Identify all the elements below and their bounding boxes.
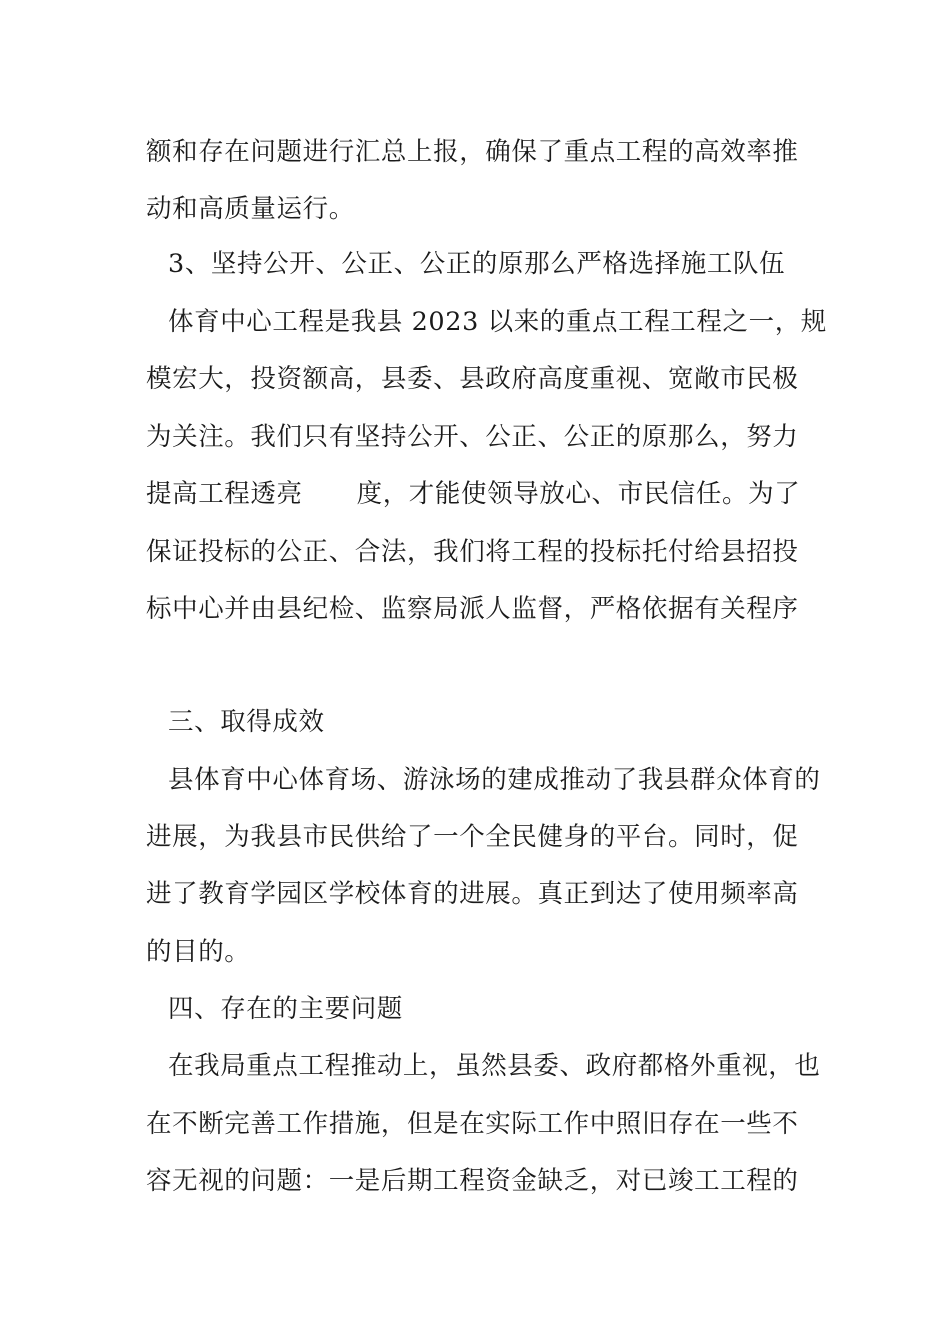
text-line-14: 的目的。 (146, 937, 251, 967)
text-line-17: 在不断完善工作措施，但是在实际工作中照旧存在一些不 (146, 1109, 799, 1139)
text-line-18: 容无视的问题：一是后期工程资金缺乏，对已竣工工程的 (146, 1166, 799, 1196)
text-line-1: 额和存在问题进行汇总上报，确保了重点工程的高效率推 (146, 137, 799, 167)
section-heading-3: 3、坚持公开、公正、公正的原那么严格选择施工队伍 (168, 249, 786, 279)
text-line-2: 动和高质量运行。 (146, 194, 355, 224)
text-line-6: 为关注。我们只有坚持公开、公正、公正的原那么，努力 (146, 422, 799, 452)
text-line-8: 保证投标的公正、合法，我们将工程的投标托付给县招投 (146, 537, 799, 567)
section-heading-problems: 四、存在的主要问题 (168, 994, 403, 1024)
text-line-13: 进了教育学园区学校体育的进展。真正到达了使用频率高 (146, 879, 799, 909)
text-line-11: 县体育中心体育场、游泳场的建成推动了我县群众体育的 (168, 765, 821, 795)
text-line-7-part-2: 度，才能使领导放心、市民信任。为了 (356, 479, 801, 509)
text-line-7-part-1: 提高工程透亮 (146, 479, 303, 509)
text-line-7 (146, 478, 800, 510)
text-line-12: 进展，为我县市民供给了一个全民健身的平台。同时，促 (146, 822, 799, 852)
text-line-9: 标中心并由县纪检、监察局派人监督，严格依据有关程序 (146, 594, 799, 624)
text-line-5: 模宏大，投资额高，县委、县政府高度重视、宽敞市民极 (146, 364, 799, 394)
section-heading-results: 三、取得成效 (168, 707, 325, 737)
text-line-4: 体育中心工程是我县 2023 以来的重点工程工程之一，规 (168, 307, 827, 337)
text-line-16: 在我局重点工程推动上，虽然县委、政府都格外重视，也 (168, 1051, 821, 1081)
